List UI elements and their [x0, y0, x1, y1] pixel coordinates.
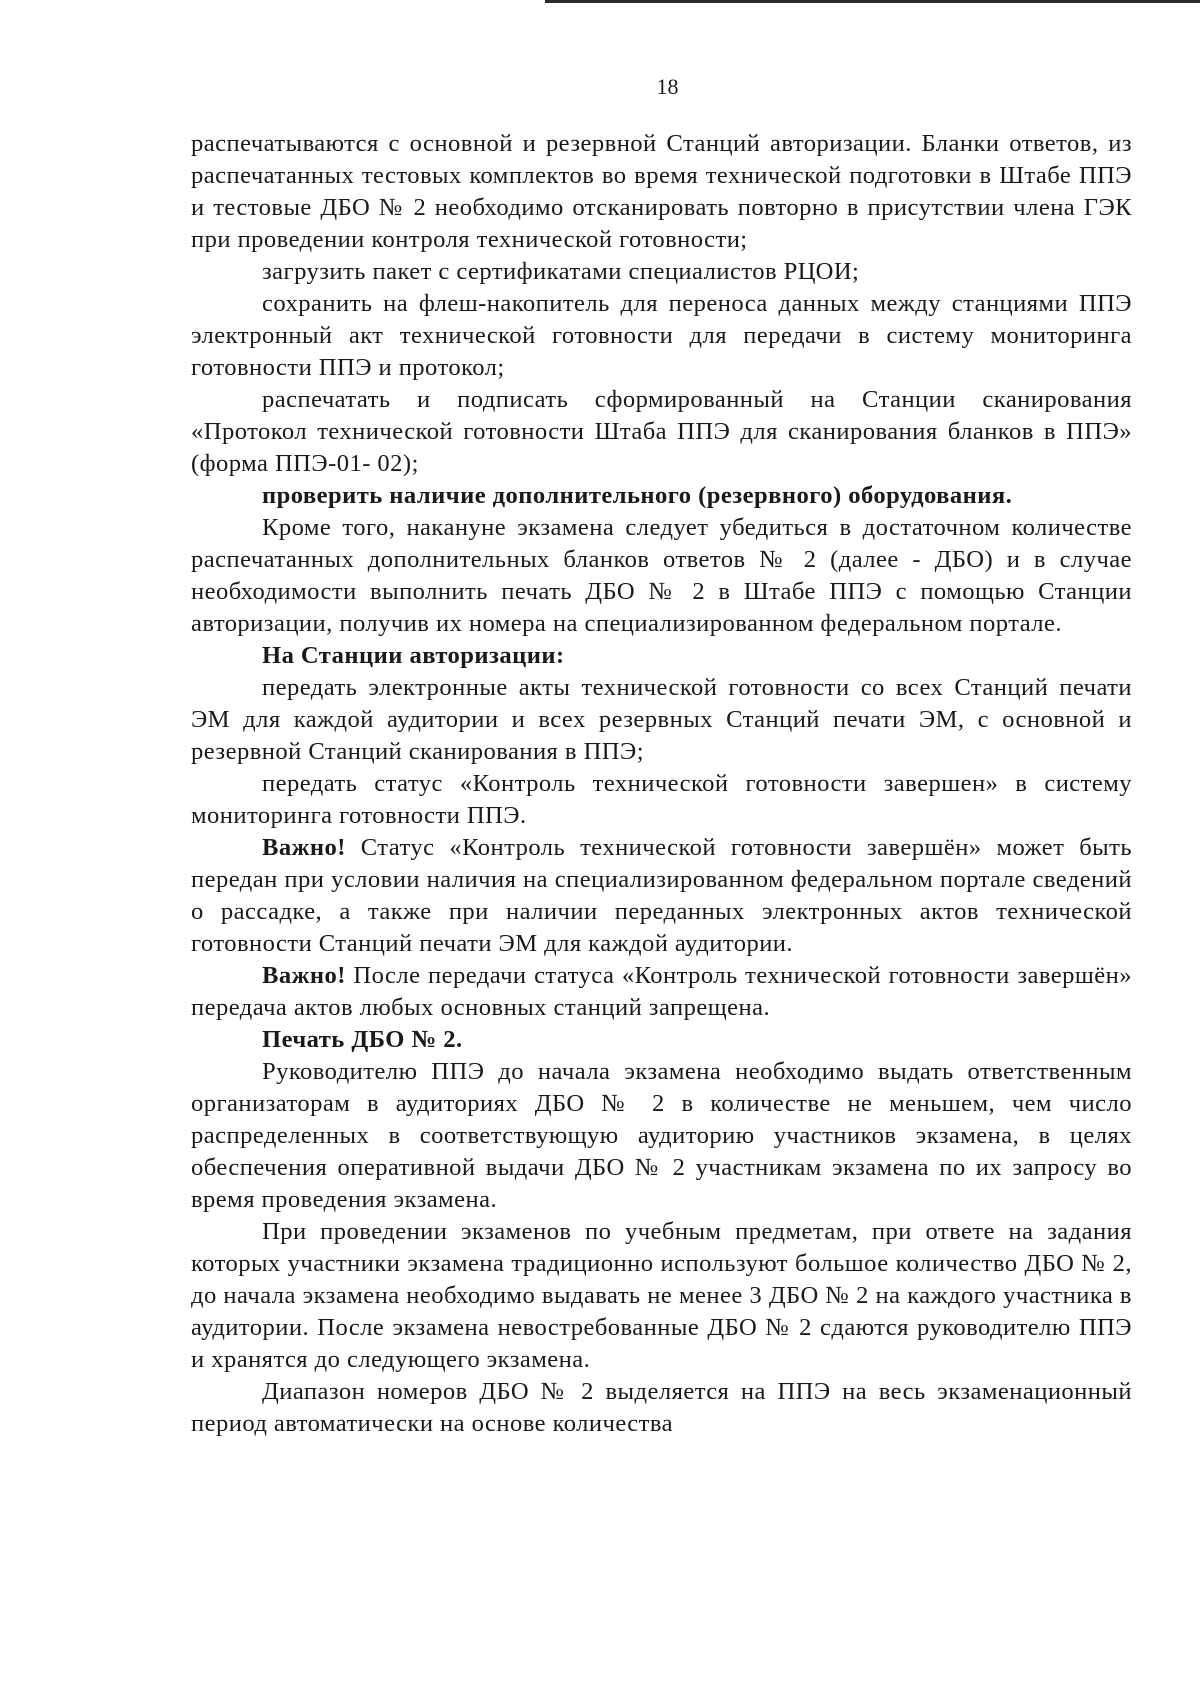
- paragraph-check-equipment: проверить наличие дополнительного (резервного) оборудования.: [262, 482, 1013, 509]
- paragraph-transfer-status: передать статус «Контроль технической готовности завершен» в систему мониторинга готовности ППЭ.: [191, 770, 1132, 829]
- paragraph-head-distribute: Руководителю ППЭ до начала экзамена необходимо выдать ответственным организаторам в аудиториях ДБО № 2 в количестве не меньшем, чем число распределенных в соответствующую аудиторию участников экзамена, в целях обеспечения оперативной выдачи ДБО № 2 участникам экзамена по их запросу во время проведения экзамена.: [191, 1058, 1132, 1213]
- important-transfer-text: После передачи статуса «Контроль технической готовности завершён» передача актов любых основных станций запрещена.: [191, 962, 1132, 1021]
- important-label: Важно!: [262, 962, 346, 989]
- heading-authorization-station: На Станции авторизации:: [262, 642, 565, 669]
- paragraph-transfer-acts: передать электронные акты технической готовности со всех Станций печати ЭМ для каждой аудитории и всех резервных Станций печати ЭМ, с основной и резервной Станций сканирования в ППЭ;: [191, 674, 1132, 765]
- document-body: [191, 128, 1132, 1440]
- paragraph-continuation: распечатываются с основной и резервной Станций авторизации. Бланки ответов, из распечатанных тестовых комплектов во время технической подготовки в Штабе ППЭ и тестовые ДБО № 2 необходимо отсканировать повторно в присутствии члена ГЭК при проведении контроля технической готовности;: [191, 130, 1132, 253]
- paragraph-important-transfer: [191, 960, 1132, 1024]
- paragraph-print-protocol: распечатать и подписать сформированный на Станции сканирования «Протокол технической готовности Штаба ППЭ для сканирования бланков в ППЭ» (форма ППЭ-01- 02);: [191, 386, 1132, 477]
- paragraph-load-certificates: загрузить пакет с сертификатами специалистов РЦОИ;: [262, 258, 860, 285]
- heading-print-forms: Печать ДБО № 2.: [262, 1026, 463, 1053]
- important-status-text: Статус «Контроль технической готовности завершён» может быть передан при условии наличия на специализированном федеральном портале сведений о рассадке, а также при наличии переданных электронных актов технической готовности Станций печати ЭМ для каждой аудитории.: [191, 834, 1132, 957]
- paragraph-save-to-flash: сохранить на флеш-накопитель для переноса данных между станциями ППЭ электронный акт технической готовности для передачи в систему мониторинга готовности ППЭ и протокол;: [191, 290, 1132, 381]
- paragraph-important-status: [191, 832, 1132, 960]
- paragraph-additional-forms: Кроме того, накануне экзамена следует убедиться в достаточном количестве распечатанных дополнительных бланков ответов № 2 (далее - ДБО) и в случае необходимости выполнить печать ДБО № 2 в Штабе ППЭ с помощью Станции авторизации, получив их номера на специализированном федеральном портале.: [191, 514, 1132, 637]
- paragraph-number-range: Диапазон номеров ДБО № 2 выделяется на ППЭ на весь экзаменационный период автоматически на основе количества: [191, 1378, 1132, 1437]
- top-border-line: [545, 0, 1200, 3]
- page-number: 18: [656, 74, 679, 99]
- important-label: Важно!: [262, 834, 346, 861]
- paragraph-subjects-minimum: При проведении экзаменов по учебным предметам, при ответе на задания которых участники экзамена традиционно используют большое количество ДБО № 2, до начала экзамена необходимо выдавать не менее 3 ДБО № 2 на каждого участника в аудитории. После экзамена невостребованные ДБО № 2 сдаются руководителю ППЭ и хранятся до следующего экзамена.: [191, 1218, 1132, 1373]
